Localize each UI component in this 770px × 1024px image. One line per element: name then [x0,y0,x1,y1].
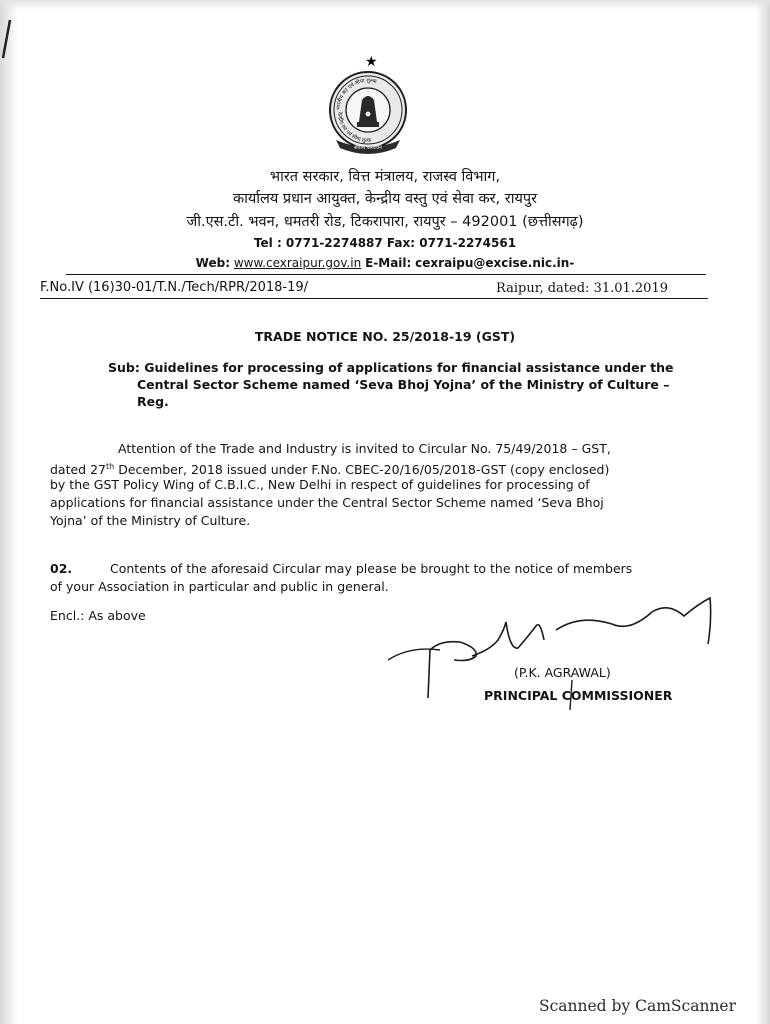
subject-line-3: Reg. [137,394,169,409]
email-address: cexraipu@excise.nic.in- [415,256,575,270]
para1-line-5: Yojna’ of the Ministry of Culture. [50,513,251,528]
header-contact-tel: Tel : 0771-2274887 Fax: 0771-2274561 [253,236,517,250]
para2-line-2: of your Association in particular and public in general. [50,579,389,594]
subject-line-2: Central Sector Scheme named ‘Seva Bhoj Yojna’ of the Ministry of Culture – [137,377,670,392]
svg-text:सेवार्थ करवंचन: सेवार्थ करवंचन [354,145,382,151]
star-icon: ★ [365,54,378,70]
para1-line-1: Attention of the Trade and Industry is invited to Circular No. 75/49/2018 – GST, [118,441,611,456]
notice-subject [108,359,704,410]
web-label: Web: [195,256,231,270]
header-hindi-address: जी.एस.टी. भवन, धमतरी रोड, टिकरापारा, रायपुर – 492001 (छत्तीसगढ़) [186,214,584,230]
para1-line-2: dated 27th December, 2018 issued under F.No. CBEC-20/16/05/2018-GST (copy enclosed) [50,462,610,478]
header-divider-bottom [40,298,708,299]
department-emblem [326,52,410,154]
para2-line-1: 02. Contents of the aforesaid Circular may please be brought to the notice of members [50,561,633,576]
pen-mark [0,18,14,64]
para2-number: 02. [50,561,73,576]
issue-date: Raipur, dated: 31.01.2019 [496,281,668,296]
file-number: F.No.IV (16)30-01/T.N./Tech/RPR/2018-19/ [40,280,309,295]
scan-shadow-top [0,0,770,10]
signatory-designation: PRINCIPAL COMMISSIONER [484,688,673,703]
scan-shadow-right [756,0,770,1024]
scan-shadow-left [0,0,18,1024]
header-web-email [0,256,770,270]
enclosure-note: Encl.: As above [50,608,146,623]
svg-text:केन्द्रीय कर एवं सीमा शुल्क: केन्द्रीय कर एवं सीमा शुल्क [335,111,372,145]
header-divider-top [66,274,706,275]
subject-line-1: Sub: Guidelines for processing of applications for financial assistance under the [108,360,674,375]
header-hindi-line-2: कार्यालय प्रधान आयुक्त, केन्द्रीय वस्तु एवं सेवा कर, रायपुर [232,191,538,207]
para1-line-4: applications for financial assistance under the Central Sector Scheme named ‘Seva Bhoj [50,495,604,510]
signatory-name: (P.K. AGRAWAL) [514,665,611,680]
para1-line-3: by the GST Policy Wing of C.B.I.C., New Delhi in respect of guidelines for processing of [50,477,590,492]
svg-text:भारतीय कर एवं सीमा शुल्क: भारतीय कर एवं सीमा शुल्क [335,77,377,111]
scanner-watermark: Scanned by CamScanner [539,997,737,1015]
website-link[interactable]: www.cexraipur.gov.in [233,256,362,270]
notice-title: TRADE NOTICE NO. 25/2018-19 (GST) [254,329,516,344]
header-hindi-line-1: भारत सरकार, वित्त मंत्रालय, राजस्व विभाग, [269,169,501,185]
email-label: E-Mail: [365,256,412,270]
